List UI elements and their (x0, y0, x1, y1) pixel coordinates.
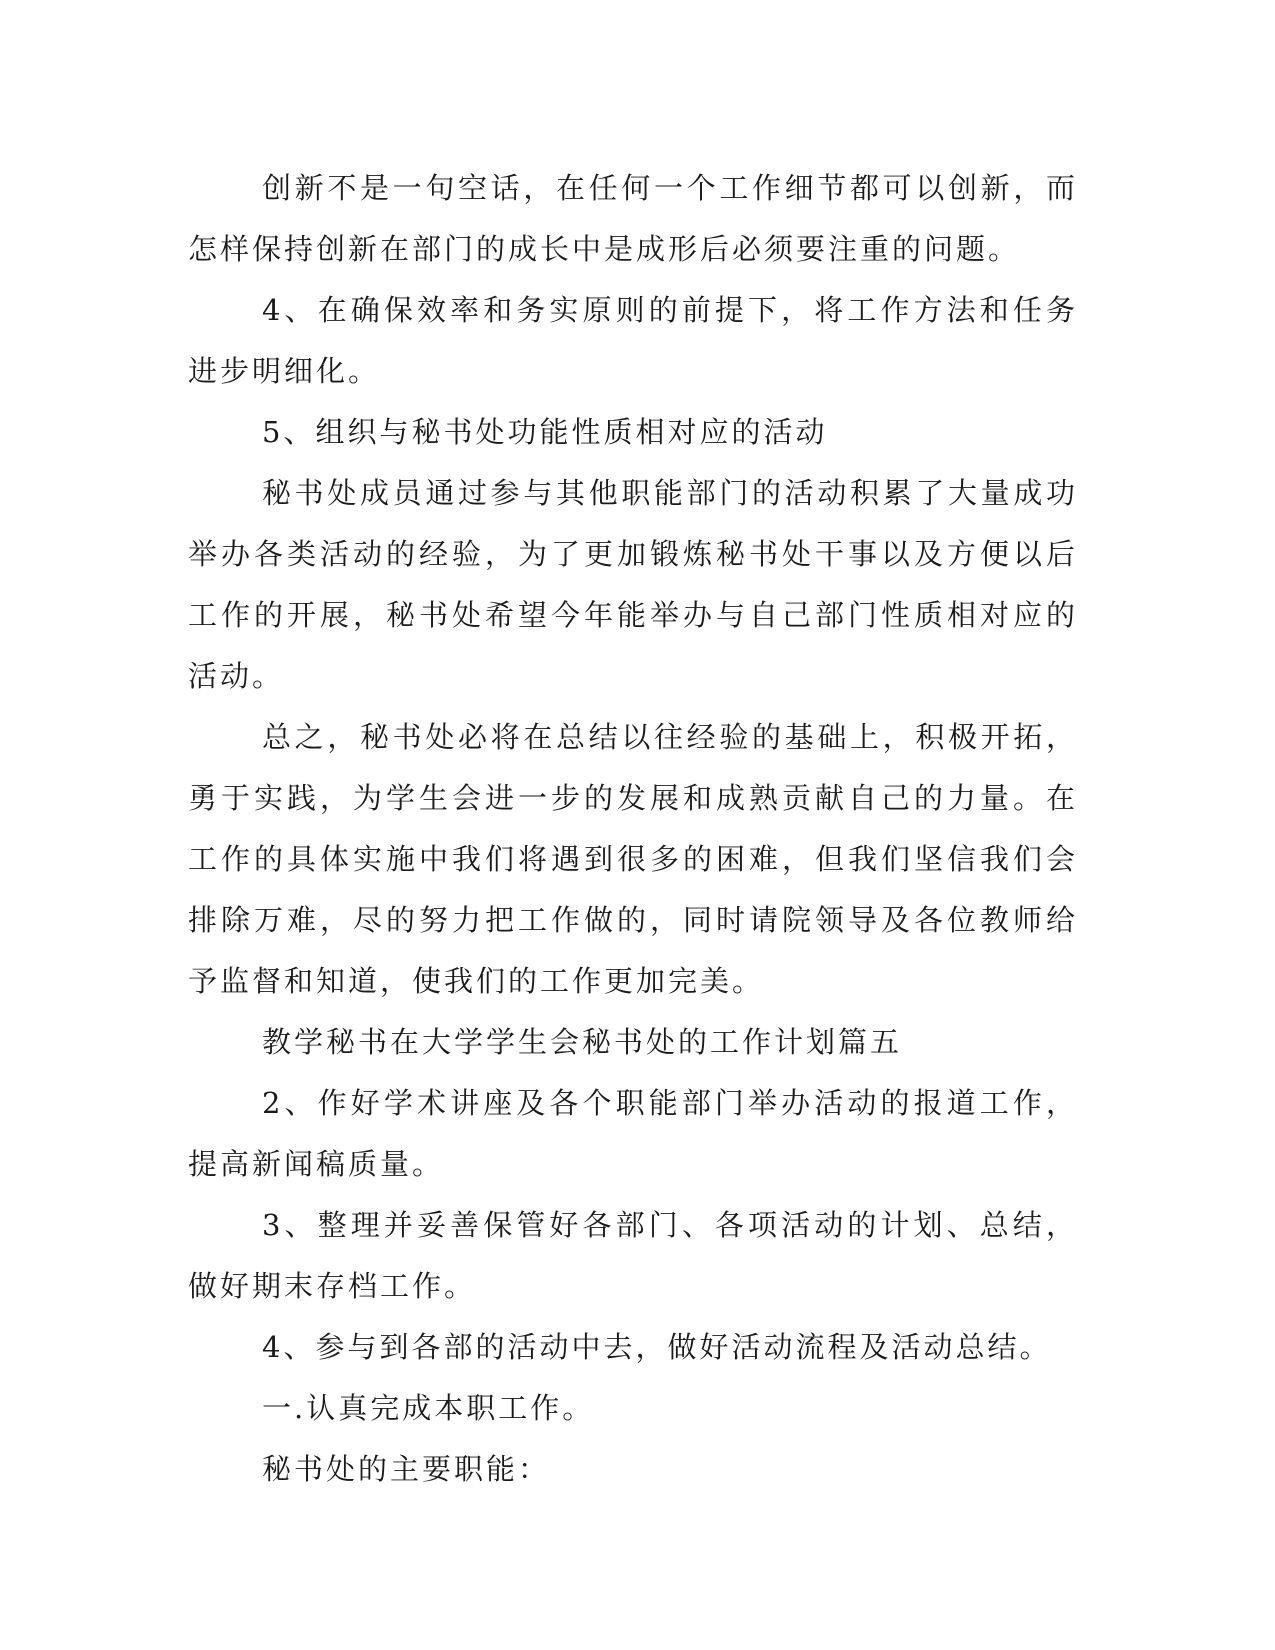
paragraph-item-3-archive: 3、整理并妥善保管好各部门、各项活动的计划、总结，做好期末存档工作。 (188, 1208, 1078, 1303)
paragraph-item-2-reports: 2、作好学术讲座及各个职能部门举办活动的报道工作，提高新闻稿质量。 (188, 1086, 1078, 1181)
paragraph-functions-label: 秘书处的主要职能： (262, 1452, 551, 1486)
section-heading: 教学秘书在大学学生会秘书处的工作计划篇五 (262, 1025, 903, 1059)
paragraph-item-4-participate: 4、参与到各部的活动中去，做好活动流程及活动总结。 (262, 1330, 1052, 1364)
paragraph-summary: 总之，秘书处必将在总结以往经验的基础上，积极开拓，勇于实践，为学生会进一步的发展和成熟贡献自己的力量。在工作的具体实施中我们将遇到很多的困难，但我们坚信我们会排除万难，尽的努力把工作做的，同时请院领导及各位教师给予监督和知道，使我们的工作更加完美。 (188, 720, 1078, 998)
paragraph-innovation: 创新不是一句空话，在任何一个工作细节都可以创新，而怎样保持创新在部门的成长中是成形后必须要注重的问题。 (188, 171, 1078, 266)
document-body (188, 158, 1078, 1500)
paragraph-item-5-heading: 5、组织与秘书处功能性质相对应的活动 (262, 415, 828, 449)
paragraph-activities: 秘书处成员通过参与其他职能部门的活动积累了大量成功举办各类活动的经验，为了更加锻炼秘书处干事以及方便以后工作的开展，秘书处希望今年能举办与自己部门性质相对应的活动。 (188, 476, 1078, 693)
paragraph-duty-heading: 一.认真完成本职工作。 (262, 1391, 595, 1425)
paragraph-item-4-refine: 4、在确保效率和务实原则的前提下，将工作方法和任务进步明细化。 (188, 293, 1078, 388)
